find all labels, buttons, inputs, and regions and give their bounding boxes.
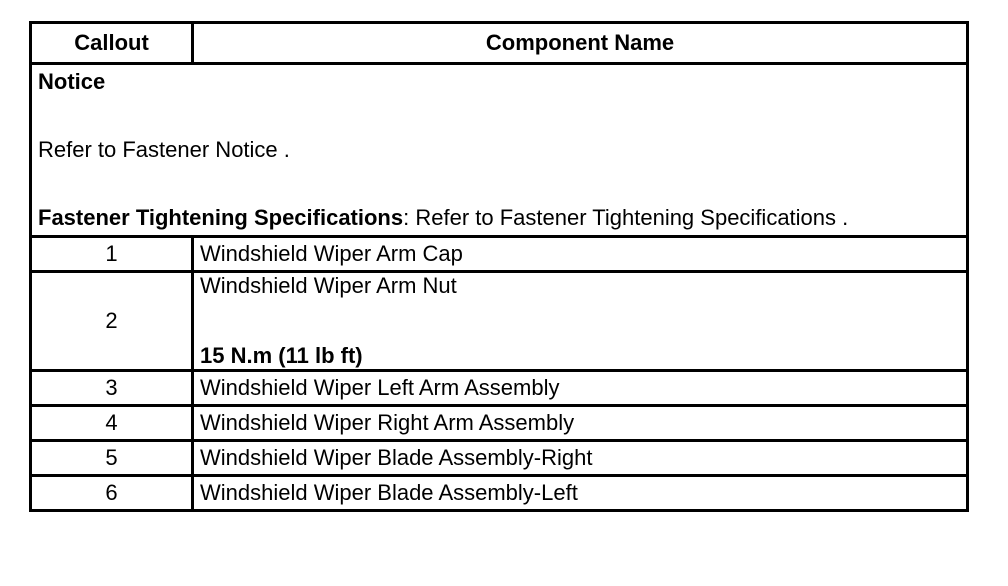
component-name: Windshield Wiper Arm Cap (193, 237, 968, 272)
torque-spec: 15 N.m (11 lb ft) (200, 343, 363, 368)
component-name: Windshield Wiper Arm Nut (200, 273, 457, 298)
callout-number: 4 (31, 406, 193, 441)
notice-title: Notice (38, 69, 106, 94)
header-callout: Callout (31, 23, 193, 64)
table-row (31, 406, 968, 441)
callout-number: 5 (31, 441, 193, 476)
component-name: Windshield Wiper Blade Assembly-Left (193, 476, 968, 511)
header-component-name: Component Name (193, 23, 968, 64)
table-row (31, 476, 968, 511)
notice-spec-label: Fastener Tightening Specifications (38, 205, 404, 230)
notice-text: Refer to Fastener Notice . (38, 137, 290, 162)
callout-number: 1 (31, 237, 193, 272)
table-row (31, 441, 968, 476)
component-table (29, 21, 969, 512)
table-row (31, 272, 968, 371)
callout-number: 3 (31, 371, 193, 406)
notice-spec-line (38, 205, 960, 231)
notice-spec-separator: : (403, 205, 410, 230)
notice-spec-text: Refer to Fastener Tightening Specifications . (409, 205, 849, 230)
callout-number: 2 (31, 272, 193, 371)
table-row (31, 371, 968, 406)
notice-cell (31, 64, 968, 237)
component-name: Windshield Wiper Right Arm Assembly (193, 406, 968, 441)
header-row (31, 23, 968, 64)
notice-row (31, 64, 968, 237)
callout-number: 6 (31, 476, 193, 511)
component-name: Windshield Wiper Blade Assembly-Right (193, 441, 968, 476)
component-cell (193, 272, 968, 371)
component-name: Windshield Wiper Left Arm Assembly (193, 371, 968, 406)
table-row (31, 237, 968, 272)
